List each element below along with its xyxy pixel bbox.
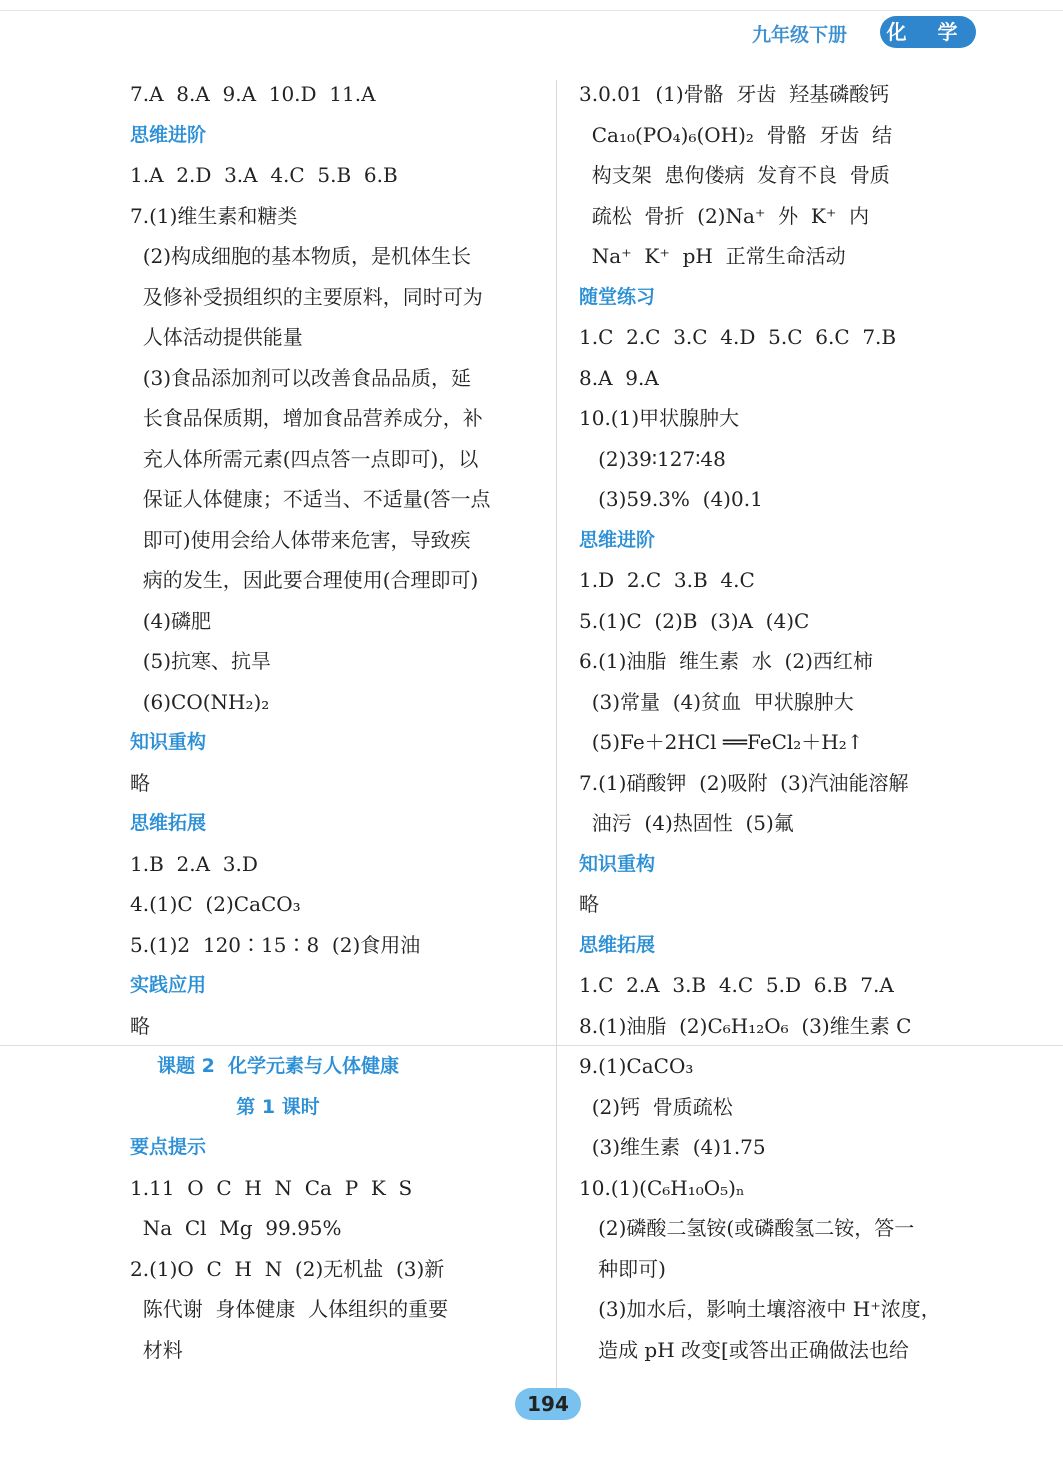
answer-line: (2)构成细胞的基本物质，是机体生长 [130, 244, 472, 268]
lesson-title: 课题 2 化学元素与人体健康 [156, 1055, 400, 1077]
answer-line: Ca₁₀(PO₄)₆(OH)₂ 骨骼 牙齿 结 [579, 122, 893, 147]
answer-line: 2.(1)O C H N (2)无机盐 (3)新 [130, 1256, 445, 1281]
answer-line: (5)抗寒、抗旱 [130, 649, 272, 673]
answer-line: 8.A 9.A [579, 365, 659, 390]
answer-line: 造成 pH 改变[或答出正确做法也给 [579, 1337, 909, 1362]
answer-line: 4.(1)C (2)CaCO₃ [130, 892, 301, 916]
answer-line: 5.(1)C (2)B (3)A (4)C [579, 608, 810, 633]
column-divider [556, 80, 557, 1390]
answer-line: 1.A 2.D 3.A 4.C 5.B 6.B [130, 163, 398, 187]
section-heading: 思维进阶 [130, 123, 207, 146]
answer-line: 7.(1)维生素和糖类 [130, 203, 298, 228]
answer-line: 油污 (4)热固性 (5)氟 [579, 811, 794, 835]
answer-line: 即可)使用会给人体带来危害，导致疾 [130, 527, 471, 552]
answer-line: Na⁺ K⁺ pH 正常生命活动 [579, 244, 846, 268]
section-heading: 知识重构 [130, 731, 207, 753]
answer-line: Na Cl Mg 99.95% [130, 1216, 342, 1240]
answer-line: 材料 [130, 1337, 183, 1362]
answer-line: 1.C 2.C 3.C 4.D 5.C 6.C 7.B [579, 325, 897, 349]
answer-line: (4)磷肥 [130, 608, 212, 633]
answer-line: 病的发生，因此要合理使用(合理即可) [130, 568, 479, 592]
answer-line: 10.(1)甲状腺肿大 [579, 406, 740, 430]
answer-line: (6)CO(NH₂)₂ [130, 689, 270, 714]
answer-line: (3)59.3% (4)0.1 [579, 487, 763, 511]
answer-line: 保证人体健康；不适当、不适量(答一点 [130, 487, 491, 511]
lesson-title: 第 1 课时 [236, 1095, 320, 1118]
page-header [0, 0, 1063, 60]
section-heading: 思维拓展 [130, 812, 207, 834]
section-heading: 实践应用 [130, 974, 207, 996]
answer-line: 人体活动提供能量 [130, 325, 303, 349]
answer-line: 10.(1)(C₆H₁₀O₅)ₙ [579, 1175, 745, 1200]
answer-line: 长食品保质期，增加食品营养成分，补 [130, 406, 483, 430]
answer-line: (2)39∶127∶48 [579, 446, 726, 471]
section-heading: 思维进阶 [579, 528, 656, 551]
answer-line: 陈代谢 身体健康 人体组织的重要 [130, 1297, 449, 1321]
answer-line: 1.C 2.A 3.B 4.C 5.D 6.B 7.A [579, 973, 894, 997]
page-number: 194 [515, 1388, 581, 1420]
answer-line: 5.(1)2 120∶15∶8 (2)食用油 [130, 932, 421, 957]
section-heading: 知识重构 [579, 852, 656, 875]
answer-line: 7.(1)硝酸钾 (2)吸附 (3)汽油能溶解 [579, 770, 909, 795]
answer-line: 疏松 骨折 (2)Na⁺ 外 K⁺ 内 [579, 203, 870, 228]
answer-line: 略 [579, 892, 599, 916]
answer-line: (2)钙 骨质疏松 [579, 1094, 733, 1119]
answer-line: (3)加水后，影响土壤溶液中 H⁺浓度， [579, 1297, 941, 1321]
answer-line: 8.(1)油脂 (2)C₆H₁₂O₆ (3)维生素 C [579, 1013, 912, 1038]
answer-line: 1.11 O C H N Ca P K S [130, 1175, 413, 1200]
answer-line: 9.(1)CaCO₃ [579, 1054, 694, 1078]
section-heading: 思维拓展 [579, 933, 656, 956]
answer-line: (3)常量 (4)贫血 甲状腺肿大 [579, 689, 854, 714]
answer-line: 及修补受损组织的主要原料，同时可为 [130, 284, 483, 309]
answer-line: 充人体所需元素(四点答一点即可)，以 [130, 446, 479, 471]
top-rule [0, 10, 1063, 11]
answer-line: (3)食品添加剂可以改善食品品质，延 [130, 365, 472, 390]
answer-line: 构支架 患佝偻病 发育不良 骨质 [579, 163, 890, 187]
answer-line: 略 [130, 770, 150, 795]
horizontal-rule [0, 1045, 1063, 1046]
answer-line: (2)磷酸二氢铵(或磷酸氢二铵，答一 [579, 1216, 915, 1240]
section-heading: 随堂练习 [579, 285, 656, 308]
answer-line: (5)Fe＋2HCl ══FeCl₂＋H₂↑ [579, 730, 864, 754]
section-heading: 要点提示 [130, 1136, 207, 1158]
answer-line: 1.B 2.A 3.D [130, 851, 258, 876]
subject-badge: 化 学 [880, 16, 976, 48]
answer-line: 3.0.01 (1)骨骼 牙齿 羟基磷酸钙 [579, 82, 890, 106]
answer-line: 7.A 8.A 9.A 10.D 11.A [130, 82, 376, 106]
answer-line: 略 [130, 1013, 150, 1038]
answer-line: (3)维生素 (4)1.75 [579, 1135, 766, 1159]
grade-label: 九年级下册 [752, 24, 848, 46]
answer-line: 6.(1)油脂 维生素 水 (2)西红柿 [579, 649, 873, 673]
answer-line: 1.D 2.C 3.B 4.C [579, 568, 755, 592]
answer-line: 种即可) [579, 1256, 666, 1281]
